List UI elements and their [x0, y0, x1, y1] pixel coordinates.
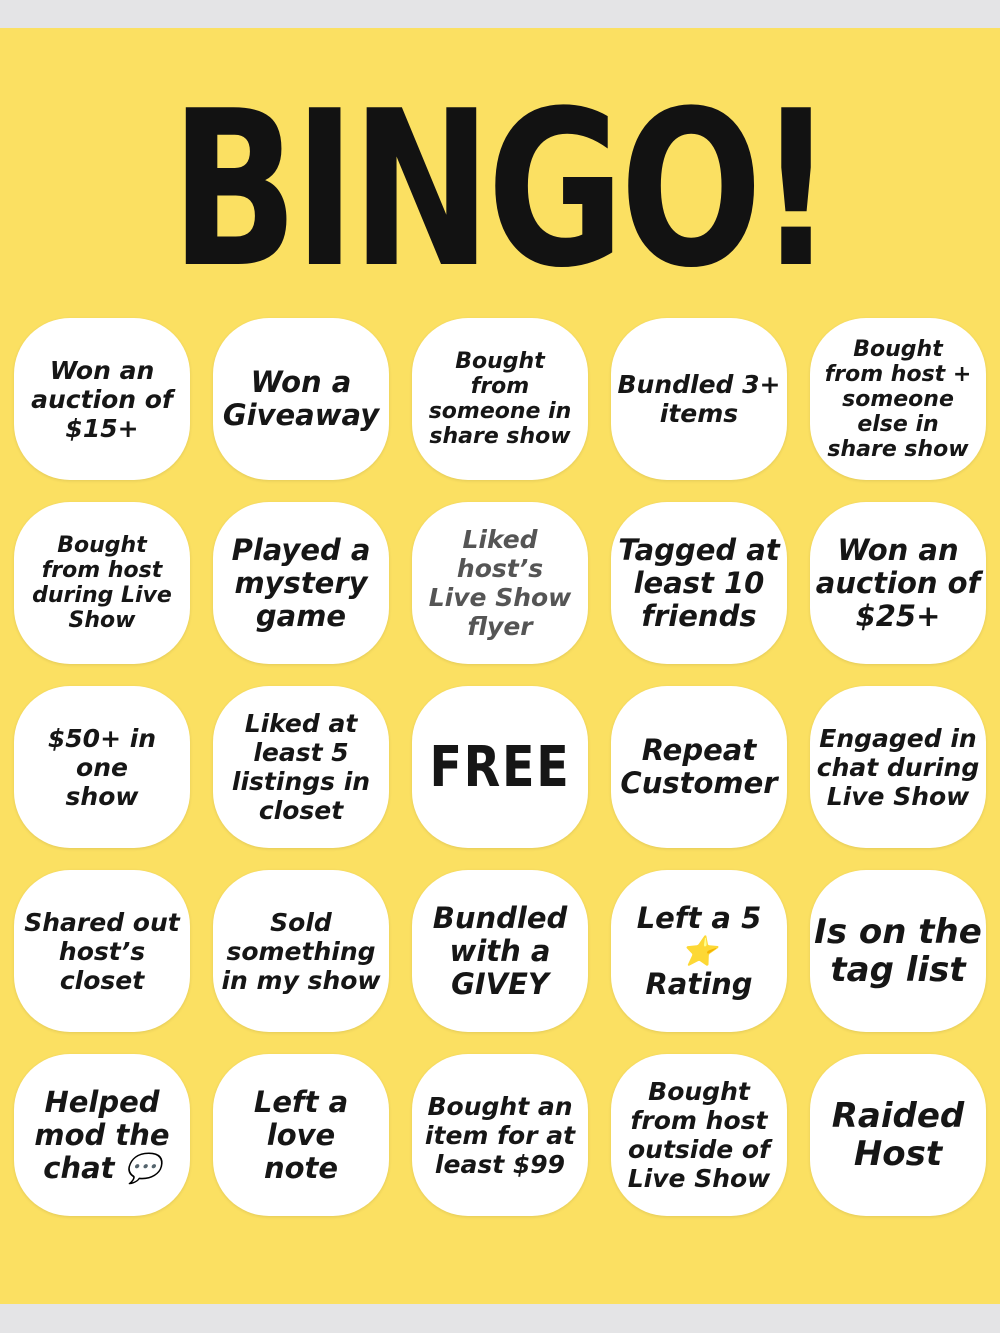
cell-label: Bought an item for at least $99 — [424, 1091, 576, 1179]
bingo-cell-r2c4 — [611, 502, 787, 664]
cell-label: Bought from host outside of Live Show — [627, 1077, 771, 1193]
bingo-cell-r4c3 — [412, 870, 588, 1032]
bingo-cell-r1c4 — [611, 318, 787, 480]
cell-label: Bundled with a GIVEY — [432, 900, 568, 1001]
cell-label: Bought from host + someone else in share show — [824, 336, 972, 462]
bingo-cell-r3c2 — [213, 686, 389, 848]
cell-label: Sold something in my show — [221, 907, 381, 995]
cell-label: Shared out host’s closet — [24, 907, 180, 995]
cell-label: Liked at least 5 listings in closet — [231, 709, 371, 825]
cell-label: Helped mod the chat 💬 — [34, 1084, 170, 1185]
bingo-cell-r5c3 — [412, 1054, 588, 1216]
bingo-cell-r4c2 — [213, 870, 389, 1032]
bingo-cell-r1c2 — [213, 318, 389, 480]
bingo-cell-r3c5 — [810, 686, 986, 848]
bingo-cell-r4c4 — [611, 870, 787, 1032]
cell-label: Won an auction of $25+ — [815, 532, 981, 633]
bingo-grid — [14, 318, 989, 1218]
bingo-cell-r5c5 — [810, 1054, 986, 1216]
bingo-cell-free — [412, 686, 588, 848]
cell-label: Tagged at least 10 friends — [618, 532, 780, 633]
cell-label: Is on the tag list — [814, 912, 982, 990]
bingo-cell-r1c1 — [14, 318, 190, 480]
bingo-title: BINGO! — [170, 64, 830, 315]
cell-label: Engaged in chat during Live Show — [816, 723, 980, 811]
cell-label: Raided Host — [831, 1096, 965, 1174]
cell-label: $50+ in one show — [47, 723, 157, 811]
cell-label: Played a mystery game — [231, 532, 371, 633]
bingo-cell-r1c3 — [412, 318, 588, 480]
bingo-cell-r3c1 — [14, 686, 190, 848]
cell-label: Left a 5 ⭐ Rating — [636, 900, 762, 1001]
cell-label: Liked host’s Live Show flyer — [428, 525, 572, 641]
free-label: FREE — [429, 734, 571, 800]
cell-label: Bought from host during Live Show — [32, 533, 172, 633]
bingo-board — [0, 28, 1000, 1304]
cell-label: Repeat Customer — [620, 733, 778, 800]
bingo-cell-r5c2 — [213, 1054, 389, 1216]
bingo-cell-r2c1 — [14, 502, 190, 664]
bingo-cell-r4c1 — [14, 870, 190, 1032]
bingo-cell-r2c3 — [412, 502, 588, 664]
cell-label: Won an auction of $15+ — [31, 355, 173, 443]
cell-label: Left a love note — [253, 1084, 349, 1185]
bingo-cell-r5c4 — [611, 1054, 787, 1216]
cell-label: Won a Giveaway — [222, 365, 380, 432]
cell-label: Bought from someone in share show — [428, 349, 572, 449]
cell-label: Bundled 3+ items — [617, 370, 781, 428]
bingo-cell-r2c2 — [213, 502, 389, 664]
bingo-cell-r3c4 — [611, 686, 787, 848]
bingo-cell-r5c1 — [14, 1054, 190, 1216]
bingo-cell-r4c5 — [810, 870, 986, 1032]
bingo-cell-r2c5 — [810, 502, 986, 664]
bingo-cell-r1c5 — [810, 318, 986, 480]
